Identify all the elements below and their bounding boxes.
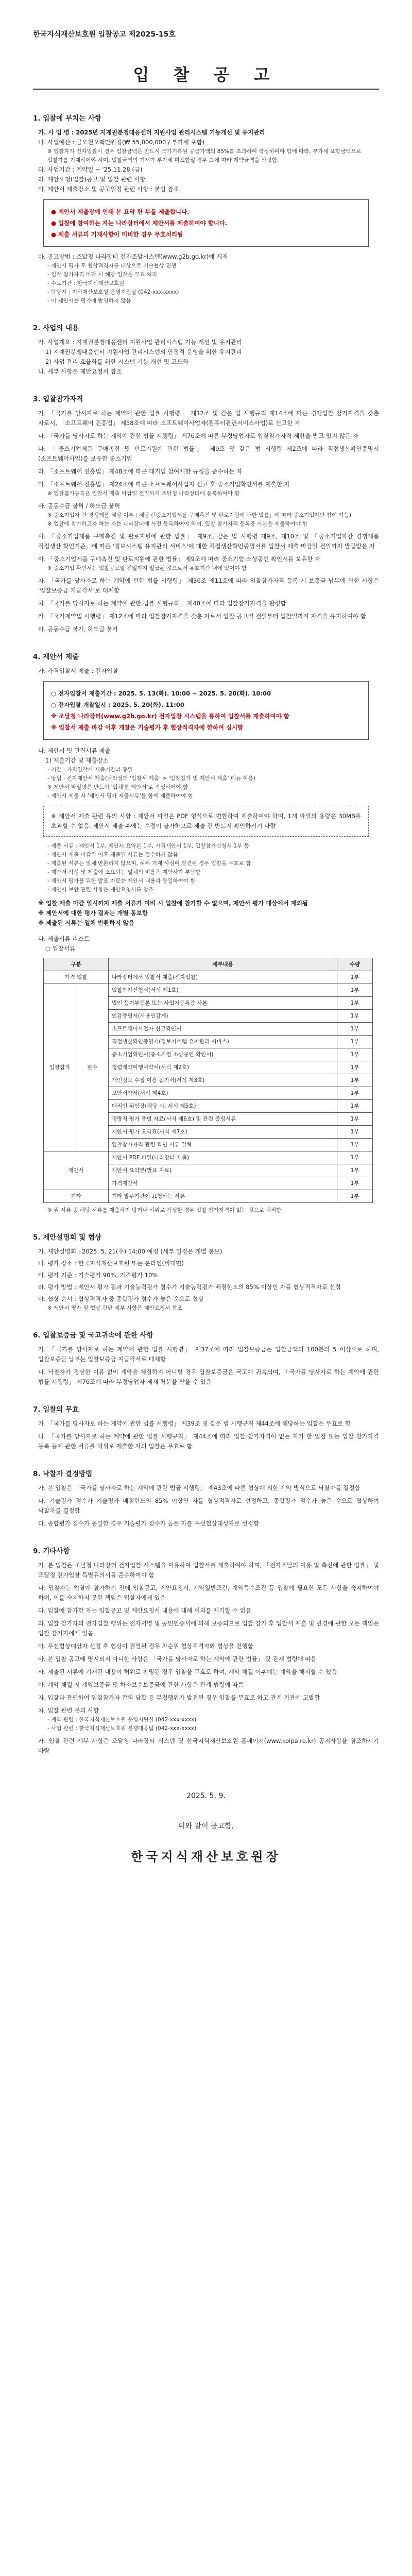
table-cell: 법인 등기부등본 또는 사업자등록증 사본: [109, 997, 337, 1010]
s4-line: ○ 입찰서류: [45, 945, 76, 952]
s4-box-line: ※ 조달청 나라장터(www.g2b.go.kr) 전자입찰 시스템을 통하여 입찰서를 제출하여야 함: [51, 713, 289, 720]
title-divider: [33, 89, 379, 90]
table-cell: 1부: [337, 1023, 373, 1036]
s4-note: ※ 제안서 파일명은 반드시 '업체명_제안서'로 작성하여야 함: [47, 784, 188, 790]
s4-line: 다. 제출서류 리스트: [38, 935, 90, 942]
table-cell: 개인정보 수집 이용 동의서(서식 제3호): [109, 1074, 337, 1087]
section-5-title: 5. 제안설명회 및 협상: [33, 1233, 101, 1242]
table-cell: 1부: [337, 1036, 373, 1048]
s5-line: 가. 제안설명회 : 2025. 5. 21(수) 14:00 예정 (세부 일정은 개별 통보): [38, 1248, 222, 1255]
table-subgroup-cell: 필수: [76, 984, 109, 1151]
s1-line: 나. 사업예산 : 금오천오백만원정(₩ 55,000,000 / 부가세 포함): [38, 139, 205, 146]
table-cell: 소프트웨어사업자 신고확인서: [109, 1023, 337, 1036]
table-group-cell: 입찰참가: [44, 984, 76, 1151]
s2-line: 2) 사업 관리 효율화를 위한 시스템 기능 개선 및 고도화: [45, 358, 188, 365]
s5-line: 라. 평가 방법 : 제안서 평가 결과 기술능력평가 점수가 기술능력평가 배점한도의 85% 이상인 자를 협상적격자로 선정: [38, 1283, 341, 1291]
s4-note: - 제안서 제출 마감일 이후 제출된 서류는 접수하지 않음: [47, 852, 178, 858]
table-cell: 1부: [337, 1113, 373, 1126]
table-group-cell: 기타: [44, 1190, 109, 1203]
table-cell: 1부: [337, 1048, 373, 1061]
s3-line: 나. 「국가를 당사자로 하는 계약에 관한 법률 시행령」 제76조에 따른 부정당업자로 입찰참가자격 제한을 받고 있지 않은 자: [38, 432, 358, 439]
table-cell: 1부: [337, 1126, 373, 1139]
section-7-title: 7. 입찰의 무효: [33, 1405, 79, 1414]
s1-box-line: ● 입찰에 참여하는 자는 나라장터에서 제안서를 제출하여야 합니다.: [51, 219, 228, 227]
notice-body: [33, 103, 379, 1865]
section-4-title: 4. 제안서 제출: [33, 653, 79, 661]
table-cell: 1부: [337, 1139, 373, 1151]
s2-line: 1) 지재권분쟁대응센터 지원사업 관리시스템의 안정적 운영을 위한 유지관리: [45, 348, 242, 355]
s1-note: - 담당자 : 지식재산보호원 운영지원실 (042-xxx-xxxx): [47, 289, 179, 295]
table-cell: 1부: [337, 1087, 373, 1100]
s9-line: 자. 입찰과 관련하여 입찰참가자 간의 담합 등 부정행위가 발견된 경우 입찰을 무효로 하고 관계 기관에 고발함: [38, 1694, 320, 1701]
s1-note: - 수요기관 : 한국지식재산보호원: [47, 280, 125, 286]
s9-line: 카. 입찰 관련 세부 사항은 조달청 나라장터 시스템 및 한국지식재산보호원 홈페이지(www.koipa.re.kr) 공지사항을 참조하시기 바람: [38, 1737, 379, 1754]
s1-box-line: ● 제안서 제출장에 인쇄 본 요약 한 부를 제출합니다.: [51, 208, 190, 215]
table-cell: 1부: [337, 1151, 373, 1164]
table-cell: 입찰참가자격 관련 확인 서류 일체: [109, 1139, 337, 1151]
s4-note: - 제출된 서류는 일체 반환하지 않으며, 허위 기재 사실이 발견된 경우 입찰을 무효로 함: [47, 860, 251, 867]
table-group-cell: 제안서: [44, 1151, 109, 1190]
s4-emphasis: ※ 입찰 제출 마감 일시까지 제출 서류가 미비 시 입찰에 참가할 수 없으며, 제안서 평가 대상에서 제외됨: [38, 900, 308, 907]
s3-note: ※ 입찰참가등록은 입찰서 제출 마감일 전일까지 조달청 나라장터에 등록하여야 함: [47, 490, 240, 497]
s1-note: - 입찰 참가자격 미달 시 해당 입찰은 무효 처리: [47, 272, 158, 278]
s4-box-line: ※ 입찰서 제출 마감 이후 개찰은 기술평가 후 협상적격자에 한하여 실시함: [51, 724, 244, 731]
s1-line: 가. 사 업 명 : 2025년 지재권분쟁대응센터 지원사업 관리시스템 기능개선 및 유지관리: [38, 129, 265, 136]
s3-line: 다. 「중소기업제품 구매촉진 및 판로지원에 관한 법률」 제9조 및 같은 법 시행령 제2조에 따라 직접생산확인증명서(소프트웨어사업)를 보유한 중소기업: [38, 445, 379, 462]
s4-note: - 제안서 작성 및 제출에 소요되는 일체의 비용은 제안사가 부담함: [47, 869, 201, 875]
table-cell: 입찰참가신청서(서식 제1호): [109, 984, 337, 997]
s1-box-line: ● 제출 서류의 기재사항이 미비한 경우 무효처리됨: [51, 231, 183, 238]
s9-line: 가. 본 입찰은 조달청 나라장터 전자입찰 시스템을 이용하여 입찰서를 제출하여야 하며, 「전자조달의 이용 및 촉진에 관한 법률」 및 조달청 전자입찰 특별유의서를 준수하여야 함: [38, 1562, 379, 1579]
s9-line: 바. 본 입찰 공고에 명시되지 아니한 사항은 「국가를 당사자로 하는 계약에 관한 법률」 및 관계 법령에 따름: [38, 1655, 317, 1663]
s5-line: 마. 협상 순서 : 협상적격자 중 종합평가 점수가 높은 순으로 협상: [38, 1295, 204, 1302]
s4-dashed-notice: [43, 806, 369, 837]
s1-note: - 이 제안서는 평가에 반영하지 않음: [47, 298, 131, 304]
closing-statement: 위와 같이 공고함.: [178, 1822, 234, 1831]
s3-note: ※ 입찰에 참가하고자 하는 자는 나라장터에 사전 등록하여야 하며, 입찰 참가자격 등록증 사본을 제출하여야 함: [47, 521, 308, 527]
s9-line: 다. 입찰에 참가한 자는 입찰공고 및 제안요청서 내용에 대해 이의를 제기할 수 없음: [38, 1607, 252, 1614]
page-title: 입 찰 공 고: [133, 65, 279, 84]
s3-note: ※ 중소기업자 간 경쟁제품 해당 여부 : 해당 (「중소기업제품 구매촉진 및 판로지원에 관한 법률」에 따라 중소기업자만 참여 가능): [47, 512, 352, 518]
table-cell: 제안서 평가 요약표(서식 제7호): [109, 1126, 337, 1139]
table-cell: 직접생산확인증명서(정보시스템 유지관리 서비스): [109, 1036, 337, 1048]
table-header: 수량: [337, 958, 373, 971]
s4-emphasis: ※ 제출된 서류는 일체 반환하지 않음: [38, 919, 134, 926]
s5-note: ※ 제안서 평가 및 협상 관련 세부 사항은 제안요청서 참조: [47, 1305, 182, 1311]
s9-line: 마. 우선협상대상자 선정 후 협상이 결렬될 경우 차순위 협상적격자와 협상을 진행함: [38, 1642, 253, 1650]
s4-schedule-box: [43, 681, 369, 740]
s4-line: 나. 제안서 및 관련서류 제출: [38, 747, 111, 754]
s8-line: 다. 종합평가 점수가 동일한 경우 기술평가 점수가 높은 자를 우선협상대상자로 선정함: [38, 1520, 260, 1527]
s6-line: 가. 「국가를 당사자로 하는 계약에 관한 법률 시행령」 제37조에 따라 입찰보증금은 입찰금액의 100분의 5 이상으로 하며, 입찰보증금 납부는 입찰보증금 지급각서로 대체함: [38, 1346, 379, 1363]
s8-line: 나. 기술평가 점수가 기술평가 배점한도의 85% 이상인 자를 협상적격자로 선정하고, 종합평가 점수가 높은 순으로 협상하여 낙찰자를 결정함: [38, 1497, 379, 1514]
table-cell: 제안서 PDF 파일(나라장터 제출): [109, 1151, 337, 1164]
s1-line: 바. 공고방법 : 조달청 나라장터 전자조달시스템(www.g2b.go.kr)에 게재: [38, 253, 228, 260]
section-1-title: 1. 입찰에 부치는 사항: [33, 114, 101, 123]
s1-line: 다. 사업기간 : 계약일 ~ '25.11.28.(금): [38, 166, 143, 173]
section-9-title: 9. 기타사항: [33, 1547, 70, 1555]
s1-notice-box: [43, 199, 369, 247]
s4-emphasis: ※ 제안서에 대한 평가 결과는 개별 통보함: [38, 909, 148, 917]
table-cell: 청렴계약이행서약서(서식 제2호): [109, 1061, 337, 1074]
s4-line: 1) 제출기간 및 제출장소: [45, 757, 109, 764]
s5-line: 다. 평가 기준 : 기술평가 90%, 가격평가 10%: [38, 1272, 158, 1279]
table-cell: 가격제안서: [109, 1177, 337, 1190]
notice-number: 한국지식재산보호원 입찰공고 제2025-15호: [33, 30, 176, 39]
table-cell: 1부: [337, 1061, 373, 1074]
s3-line: 카. 「국가계약법 시행령」 제12조에 따라 입찰참가자격을 갖춘 자로서 입찰 공고일 전일부터 입찰일까지 자격을 유지하여야 함: [38, 613, 366, 620]
s3-line: 바. 공동수급 불허 / 하도급 불허: [38, 502, 121, 510]
s4-note: - 제안서 보안 관련 사항은 제안요청서를 참조: [47, 887, 154, 893]
s4-box-line: ○ 전자입찰서 제출기간 : 2025. 5. 13(화). 10:00 ~ 2025. 5. 20(화). 10:00: [51, 690, 271, 697]
s1-note: - 제안서 평가 후 협상적격자를 대상으로 기술협상 진행: [47, 263, 177, 269]
s4-note: - 기간 : 가격입찰서 제출기간과 동일: [47, 767, 133, 773]
table-row: [44, 1190, 373, 1203]
table-cell: 중소기업확인서(중소기업 소상공인 확인서): [109, 1048, 337, 1061]
s4-box-line: ○ 전자입찰 개찰일시 : 2025. 5. 20(화). 11:00: [51, 701, 184, 708]
s7-line: 나. 「국가를 당사자로 하는 계약에 관한 법률 시행규칙」 제44조에 따라 입찰 참가자격이 없는 자가 한 입찰 또는 입찰 참가자격 등록 등에 관한 서류를 허위로 제출한 자의 입찰은 무효로 함: [38, 1433, 379, 1450]
s6-line: 나. 낙찰자가 정당한 이유 없이 계약을 체결하지 아니할 경우 입찰보증금은 국고에 귀속되며, 「국가를 당사자로 하는 계약에 관한 법률 시행령」 제76조에 따라 부정당업자 제재 처분을 받을 수 있음: [38, 1368, 379, 1385]
s1-line: 마. 제안서 제출장소 및 공고일정 관련 사항 : 붙임 참조: [38, 185, 179, 193]
s3-line: 가. 「국가를 당사자로 하는 계약에 관한 법률 시행령」 제12조 및 같은 법 시행규칙 제14조에 따른 경쟁입찰 참가자격을 갖춘 자로서, 「소프트웨어 진흥법」 제58조에 따라 소프트웨어사업자(컴퓨터관련서비스사업)로 신고한 자: [38, 410, 379, 427]
s9-line: 차. 입찰 관련 문의 사항: [38, 1707, 99, 1714]
table-header: 세부내용: [109, 958, 337, 971]
table-cell: 정량적 평가 증빙 자료(서식 제6호) 및 관련 증빙서류: [109, 1113, 337, 1126]
table-cell: 대리인 위임장(해당 시, 서식 제5호): [109, 1100, 337, 1113]
table-cell: 1부: [337, 1010, 373, 1023]
table-row: [44, 984, 373, 997]
s4-note: - 제안서 제출 시 '제안서 평가 제출서류'를 함께 제출하여야 함: [47, 793, 194, 799]
s3-line: 사. 「중소기업제품 구매촉진 및 판로지원에 관한 법률」 제9조, 같은 법 시행령 제9조, 제10조 및 「중소기업자간 경쟁제품 직접생산 확인기준」에 따른 '정보시스템 유지관리 서비스'에 대한 직접생산확인증명서를 입찰서 제출 마감일 전일까지 발급받은 자: [38, 533, 379, 550]
s9-line: 사. 제출된 서류에 기재된 내용이 허위로 판명된 경우 입찰을 무효로 하며, 계약 체결 이후에는 계약을 해지할 수 있음: [38, 1668, 337, 1675]
s3-line: 아. 「중소기업제품 구매촉진 및 판로지원에 관한 법률」 제9조에 따라 중소기업·소상공인 확인서를 보유한 자: [38, 555, 321, 563]
table-header-row: [44, 958, 373, 971]
s9-line: 나. 입찰자는 입찰에 참가하기 전에 입찰공고, 제안요청서, 계약일반조건, 계약특수조건 등 입찰에 필요한 모든 사항을 숙지하여야 하며, 이를 숙지하지 못한 책임은 입찰자에게 있음: [38, 1584, 379, 1601]
s7-line: 가. 「국가를 당사자로 하는 계약에 관한 법률 시행령」 제39조 및 같은 법 시행규칙 제44조에 해당하는 입찰은 무효로 함: [38, 1420, 351, 1427]
issuing-organization: 한국지식재산보호원장: [131, 1850, 281, 1864]
s3-line: 차. 「국가를 당사자로 하는 계약에 관한 법률 시행규칙」 제40조에 따라 입찰참가자격을 판정함: [38, 600, 286, 607]
s8-line: 가. 본 입찰은 「국가를 당사자로 하는 계약에 관한 법률 시행령」 제43조에 따른 협상에 의한 계약 방식으로 낙찰자를 결정함: [38, 1484, 360, 1492]
s5-line: 나. 평가 장소 : 한국지식재산보호원 또는 온라인(비대면): [38, 1260, 184, 1267]
table-cell: 보안서약서(서식 제4호): [109, 1087, 337, 1100]
table-cell: 1부: [337, 1177, 373, 1190]
table-cell: 1부: [337, 997, 373, 1010]
s3-line: 라. 「소프트웨어 진흥법」 제48조에 따른 대기업 참여제한 규정을 준수하는 자: [38, 468, 243, 475]
s9-note: - 사업 관련 : 한국지식재산보호원 분쟁대응팀 (042-xxx-xxxx): [47, 1725, 197, 1732]
s3-line: 마. 「소프트웨어 진흥법」 제24조에 따른 소프트웨어사업자 신고 후 중소기업확인서를 제출한 자: [38, 481, 290, 488]
s9-line: 라. 입찰 참가자의 전자입찰 행위는 전자서명 및 공인인증서에 의해 보증되므로 입찰 참가 후 입찰서 제출 및 변경에 관한 모든 책임은 입찰 참가자에게 있음: [38, 1620, 379, 1637]
s4-note: - 제출 서류 : 제안서 1부, 제안서 요약본 1부, 가격제안서 1부, 입찰참가신청서 1부 등: [47, 843, 249, 849]
table-cell: 1부: [337, 971, 373, 984]
table-cell: 1부: [337, 1100, 373, 1113]
table-cell: 인감증명서(사용인감계): [109, 1010, 337, 1023]
s3-note: ※ 중소기업 확인서는 입찰공고일 전일까지 발급된 것으로서 유효기간 내에 있어야 함: [47, 565, 247, 571]
table-row: [44, 971, 373, 984]
table-cell: 1부: [337, 1074, 373, 1087]
table-footnote: ※ 위 서류 중 해당 서류를 제출하지 않거나 허위로 작성한 경우 입찰 참가자격이 없는 것으로 처리함: [47, 1207, 282, 1213]
s2-line: 나. 세부 사항은 제안요청서 참조: [38, 368, 122, 375]
table-cell: 1부: [337, 984, 373, 997]
table-header: 구분: [44, 958, 109, 971]
s4-dashed-text: ※ 제안서 제출 관련 유의 사항 : 제안서 파일은 PDF 형식으로 변환하여 제출하여야 하며, 1개 파일의 용량은 30MB를 초과할 수 없음. 제안서 제출 후에는 수정이 불가하므로 제출 전 반드시 확인하시기 바람: [51, 812, 361, 829]
section-6-title: 6. 입찰보증금 및 국고귀속에 관한 사항: [33, 1331, 153, 1340]
table-row: [44, 1151, 373, 1164]
s4-note: - 방법 : 전자제안서 제출(나라장터 '입찰서 제출' > '입찰참가 및 제안서 제출' 메뉴 이용): [47, 775, 255, 782]
section-2-title: 2. 사업의 내용: [33, 324, 79, 332]
s9-line: 아. 계약 체결 시 계약보증금 및 하자보수보증금에 관한 사항은 관계 법령에 따름: [38, 1681, 244, 1688]
s2-line: 가. 사업개요 : 지재권분쟁대응센터 지원사업 관리시스템 기능 개선 및 유지관리: [38, 338, 242, 346]
s1-line: 라. 제안요청(입찰)공고 및 입찰 관련 사항: [38, 176, 146, 183]
submission-docs-table: [43, 958, 373, 1203]
table-cell: 1부: [337, 1164, 373, 1177]
section-8-title: 8. 낙찰자 결정방법: [33, 1470, 93, 1478]
s4-note: - 제안서 평가를 위한 발표 자료는 제안서 내용과 동일하여야 함: [47, 878, 196, 884]
table-cell: 나라장터에서 입찰서 제출(전자입찰): [109, 971, 337, 984]
closing-date: 2025. 5. 9.: [186, 1792, 226, 1800]
table-group-cell: 가격 입찰: [44, 971, 109, 984]
table-cell: 제안서 요약본(발표 자료): [109, 1164, 337, 1177]
s9-note: - 계약 관련 : 한국지식재산보호원 운영지원실 (042-xxx-xxxx): [47, 1717, 197, 1723]
s3-line: 타. 공동수급 불가, 하도급 불가: [38, 625, 118, 633]
s3-line: 자. 「국가를 당사자로 하는 계약에 관한 법률 시행령」 제36조 제11호에 따라 입찰참가자격 등록 시 보증금 납부에 관한 사항은 '입찰보증금 지급각서'로 대체함: [38, 577, 379, 594]
section-3-title: 3. 입찰참가자격: [33, 395, 83, 403]
table-cell: 1부: [337, 1190, 373, 1203]
table-cell: 기타 발주기관이 요청하는 서류: [109, 1190, 337, 1203]
s4-line: 가. 가격입찰서 제출 : 전자입찰: [38, 667, 118, 674]
s1-note: ※ 입찰자가 전자입찰시 경우 입찰금액은 반드시 국가기록원 공급가액의 85%를 초과하여 작성하여야 함에 따라, 부가세 포함금액으로 입찰가를 기재하여야 하며, 입찰금액의 기재가 부가세 미포함일 경우 그에 따라 계약금액을 산정함.: [47, 148, 362, 163]
